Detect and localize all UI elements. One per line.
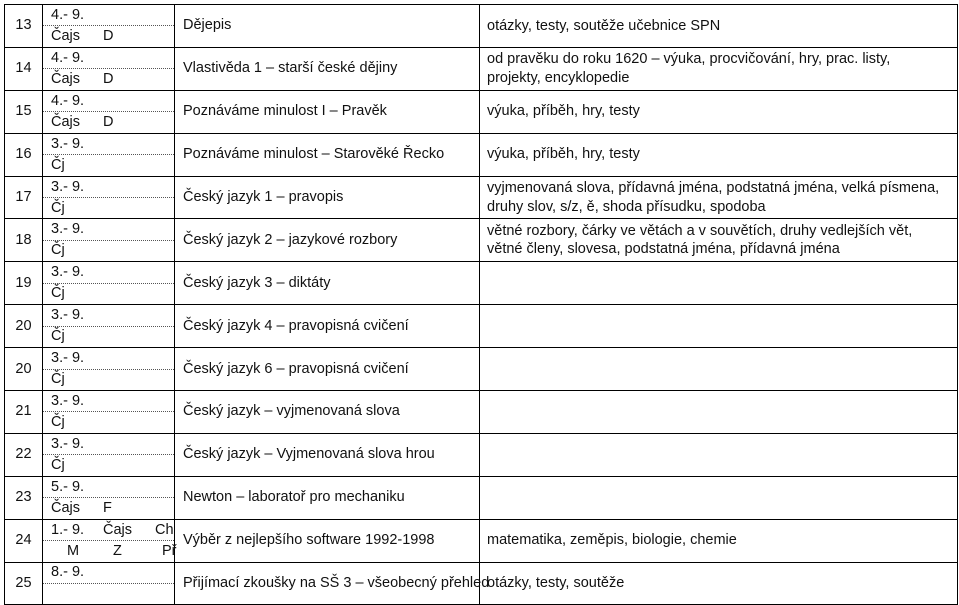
grade-subject-cell (43, 5, 175, 48)
grade-subject-cell (43, 90, 175, 133)
subject-code: D (103, 70, 114, 87)
subject-code: Čajs (51, 27, 81, 44)
software-title: Přijímací zkoušky na SŠ 3 – všeobecný přehled (175, 562, 480, 604)
description-line: otázky, testy, soutěže (487, 574, 625, 591)
table-row (5, 562, 958, 604)
description-line: vyjmenovaná slova, přídavná jména, podstatná jména, velká písmena, (487, 180, 940, 196)
table-row (5, 519, 958, 562)
grade-range: 3.- 9. (51, 307, 85, 324)
row-number: 22 (5, 433, 43, 476)
software-title: Český jazyk 6 – pravopisná cvičení (175, 348, 480, 391)
row-number: 23 (5, 476, 43, 519)
row-number: 20 (5, 305, 43, 348)
software-description (480, 348, 958, 391)
software-title: Český jazyk 4 – pravopisná cvičení (175, 305, 480, 348)
table-row (5, 219, 958, 262)
table-row (5, 5, 958, 48)
grade-subject-cell (43, 176, 175, 219)
description-line: výuka, příběh, hry, testy (487, 146, 640, 163)
table-row (5, 47, 958, 90)
grade-range: 5.- 9. (51, 478, 85, 495)
software-description (480, 476, 958, 519)
grade-subject-cell (43, 219, 175, 262)
grade-line (43, 520, 174, 540)
subject-code: Př (162, 542, 177, 559)
description-line: matematika, zeměpis, biologie, chemie (487, 532, 737, 549)
description-line: výuka, příběh, hry, testy (487, 103, 640, 120)
grade-range: 3.- 9. (51, 264, 85, 281)
software-description (480, 176, 958, 219)
row-number: 24 (5, 519, 43, 562)
grade-line (43, 434, 174, 454)
software-description (480, 391, 958, 434)
software-description (480, 262, 958, 305)
subject-code: Čajs (51, 499, 81, 516)
grade-range: 4.- 9. (51, 92, 85, 109)
subject-line (43, 25, 174, 46)
software-title: Výběr z nejlepšího software 1992-1998 (175, 519, 480, 562)
subject-line (43, 111, 174, 132)
software-description (480, 5, 958, 48)
subject-line (43, 497, 174, 518)
subject-code: F (103, 499, 112, 516)
table-row (5, 348, 958, 391)
grade-subject-cell (43, 476, 175, 519)
software-title: Český jazyk 1 – pravopis (175, 176, 480, 219)
row-number: 21 (5, 391, 43, 434)
grade-line (43, 220, 174, 240)
row-number: 16 (5, 133, 43, 176)
grade-subject-cell (43, 519, 175, 562)
software-description (480, 519, 958, 562)
software-title: Vlastivěda 1 – starší české dějiny (175, 47, 480, 90)
subject-line (43, 454, 174, 475)
grade-line (43, 177, 174, 197)
row-number: 17 (5, 176, 43, 219)
subject-code: M (67, 542, 80, 559)
subject-line (43, 326, 174, 347)
software-description (480, 90, 958, 133)
subject-code: Čj (51, 371, 65, 388)
grade-range: 8.- 9. (51, 564, 85, 581)
grade-range: 3.- 9. (51, 178, 85, 195)
table-row (5, 433, 958, 476)
grade-subject-cell (43, 262, 175, 305)
description-line: druhy slov, s/z, ě, shoda přísudku, spodoba (487, 198, 766, 215)
software-description (480, 433, 958, 476)
software-description (480, 305, 958, 348)
grade-range: 4.- 9. (51, 6, 85, 23)
subject-line (43, 583, 174, 604)
subject-code: Z (113, 542, 122, 559)
grade-extra-code: Ch (155, 521, 174, 538)
grade-line (43, 5, 174, 25)
software-title: Poznáváme minulost I – Pravěk (175, 90, 480, 133)
grade-range: 3.- 9. (51, 392, 85, 409)
grade-line (43, 263, 174, 283)
subject-code: D (103, 113, 114, 130)
software-description (480, 47, 958, 90)
subject-code: Čj (51, 413, 65, 430)
table-row (5, 305, 958, 348)
grade-subject-cell (43, 305, 175, 348)
grade-subject-cell (43, 562, 175, 604)
description-line: otázky, testy, soutěže učebnice SPN (487, 17, 721, 34)
grade-line (43, 563, 174, 583)
software-title: Poznáváme minulost – Starověké Řecko (175, 133, 480, 176)
grade-line (43, 48, 174, 68)
description-line: projekty, encyklopedie (487, 69, 630, 86)
subject-code: D (103, 27, 114, 44)
software-title: Český jazyk – Vyjmenovaná slova hrou (175, 433, 480, 476)
subject-code: Čajs (51, 113, 81, 130)
table-row (5, 176, 958, 219)
grade-line (43, 134, 174, 154)
subject-code: Čj (51, 199, 65, 216)
row-number: 19 (5, 262, 43, 305)
table-row (5, 391, 958, 434)
subject-line (43, 197, 174, 218)
table-row (5, 262, 958, 305)
grade-range: 1.- 9. (51, 521, 85, 538)
row-number: 18 (5, 219, 43, 262)
subject-line (43, 240, 174, 261)
description-line: od pravěku do roku 1620 – výuka, procvičování, hry, prac. listy, (487, 51, 891, 68)
row-number: 15 (5, 90, 43, 133)
subject-code: Čj (51, 242, 65, 259)
subject-line (43, 154, 174, 175)
row-number: 14 (5, 47, 43, 90)
grade-range: 3.- 9. (51, 221, 85, 238)
grade-extra-code: Čajs (103, 521, 133, 538)
description-line: větné rozbory, čárky ve větách a v souvětích, druhy vedlejších vět, (487, 222, 913, 239)
subject-code: Čajs (51, 70, 81, 87)
grade-subject-cell (43, 47, 175, 90)
description-line: větné členy, slovesa, podstatná jména, přídavná jména (487, 241, 840, 258)
row-number: 25 (5, 562, 43, 604)
row-number: 13 (5, 5, 43, 48)
subject-line (43, 283, 174, 304)
grade-line (43, 349, 174, 369)
grade-range: 3.- 9. (51, 350, 85, 367)
subject-line (43, 369, 174, 390)
grade-line (43, 306, 174, 326)
table-row (5, 133, 958, 176)
table-row (5, 476, 958, 519)
subject-line (43, 411, 174, 432)
grade-line (43, 477, 174, 497)
software-title: Český jazyk – vyjmenovaná slova (175, 391, 480, 434)
row-number: 20 (5, 348, 43, 391)
software-title: Dějepis (175, 5, 480, 48)
software-description (480, 133, 958, 176)
software-description (480, 219, 958, 262)
software-title: Český jazyk 2 – jazykové rozbory (175, 219, 480, 262)
software-title: Newton – laboratoř pro mechaniku (175, 476, 480, 519)
grade-range: 3.- 9. (51, 135, 85, 152)
grade-subject-cell (43, 433, 175, 476)
grade-subject-cell (43, 391, 175, 434)
table-row (5, 90, 958, 133)
subject-code: Čj (51, 328, 65, 345)
catalog-table (4, 4, 958, 605)
subject-code: Čj (51, 156, 65, 173)
grade-range: 3.- 9. (51, 435, 85, 452)
grade-subject-cell (43, 133, 175, 176)
software-title: Český jazyk 3 – diktáty (175, 262, 480, 305)
grade-line (43, 91, 174, 111)
subject-line (43, 68, 174, 89)
catalog-rows (5, 5, 958, 605)
software-description (480, 562, 958, 604)
grade-line (43, 391, 174, 411)
subject-line (43, 540, 177, 561)
subject-code: Čj (51, 285, 65, 302)
grade-subject-cell (43, 348, 175, 391)
grade-range: 4.- 9. (51, 49, 85, 66)
subject-code: Čj (51, 456, 65, 473)
